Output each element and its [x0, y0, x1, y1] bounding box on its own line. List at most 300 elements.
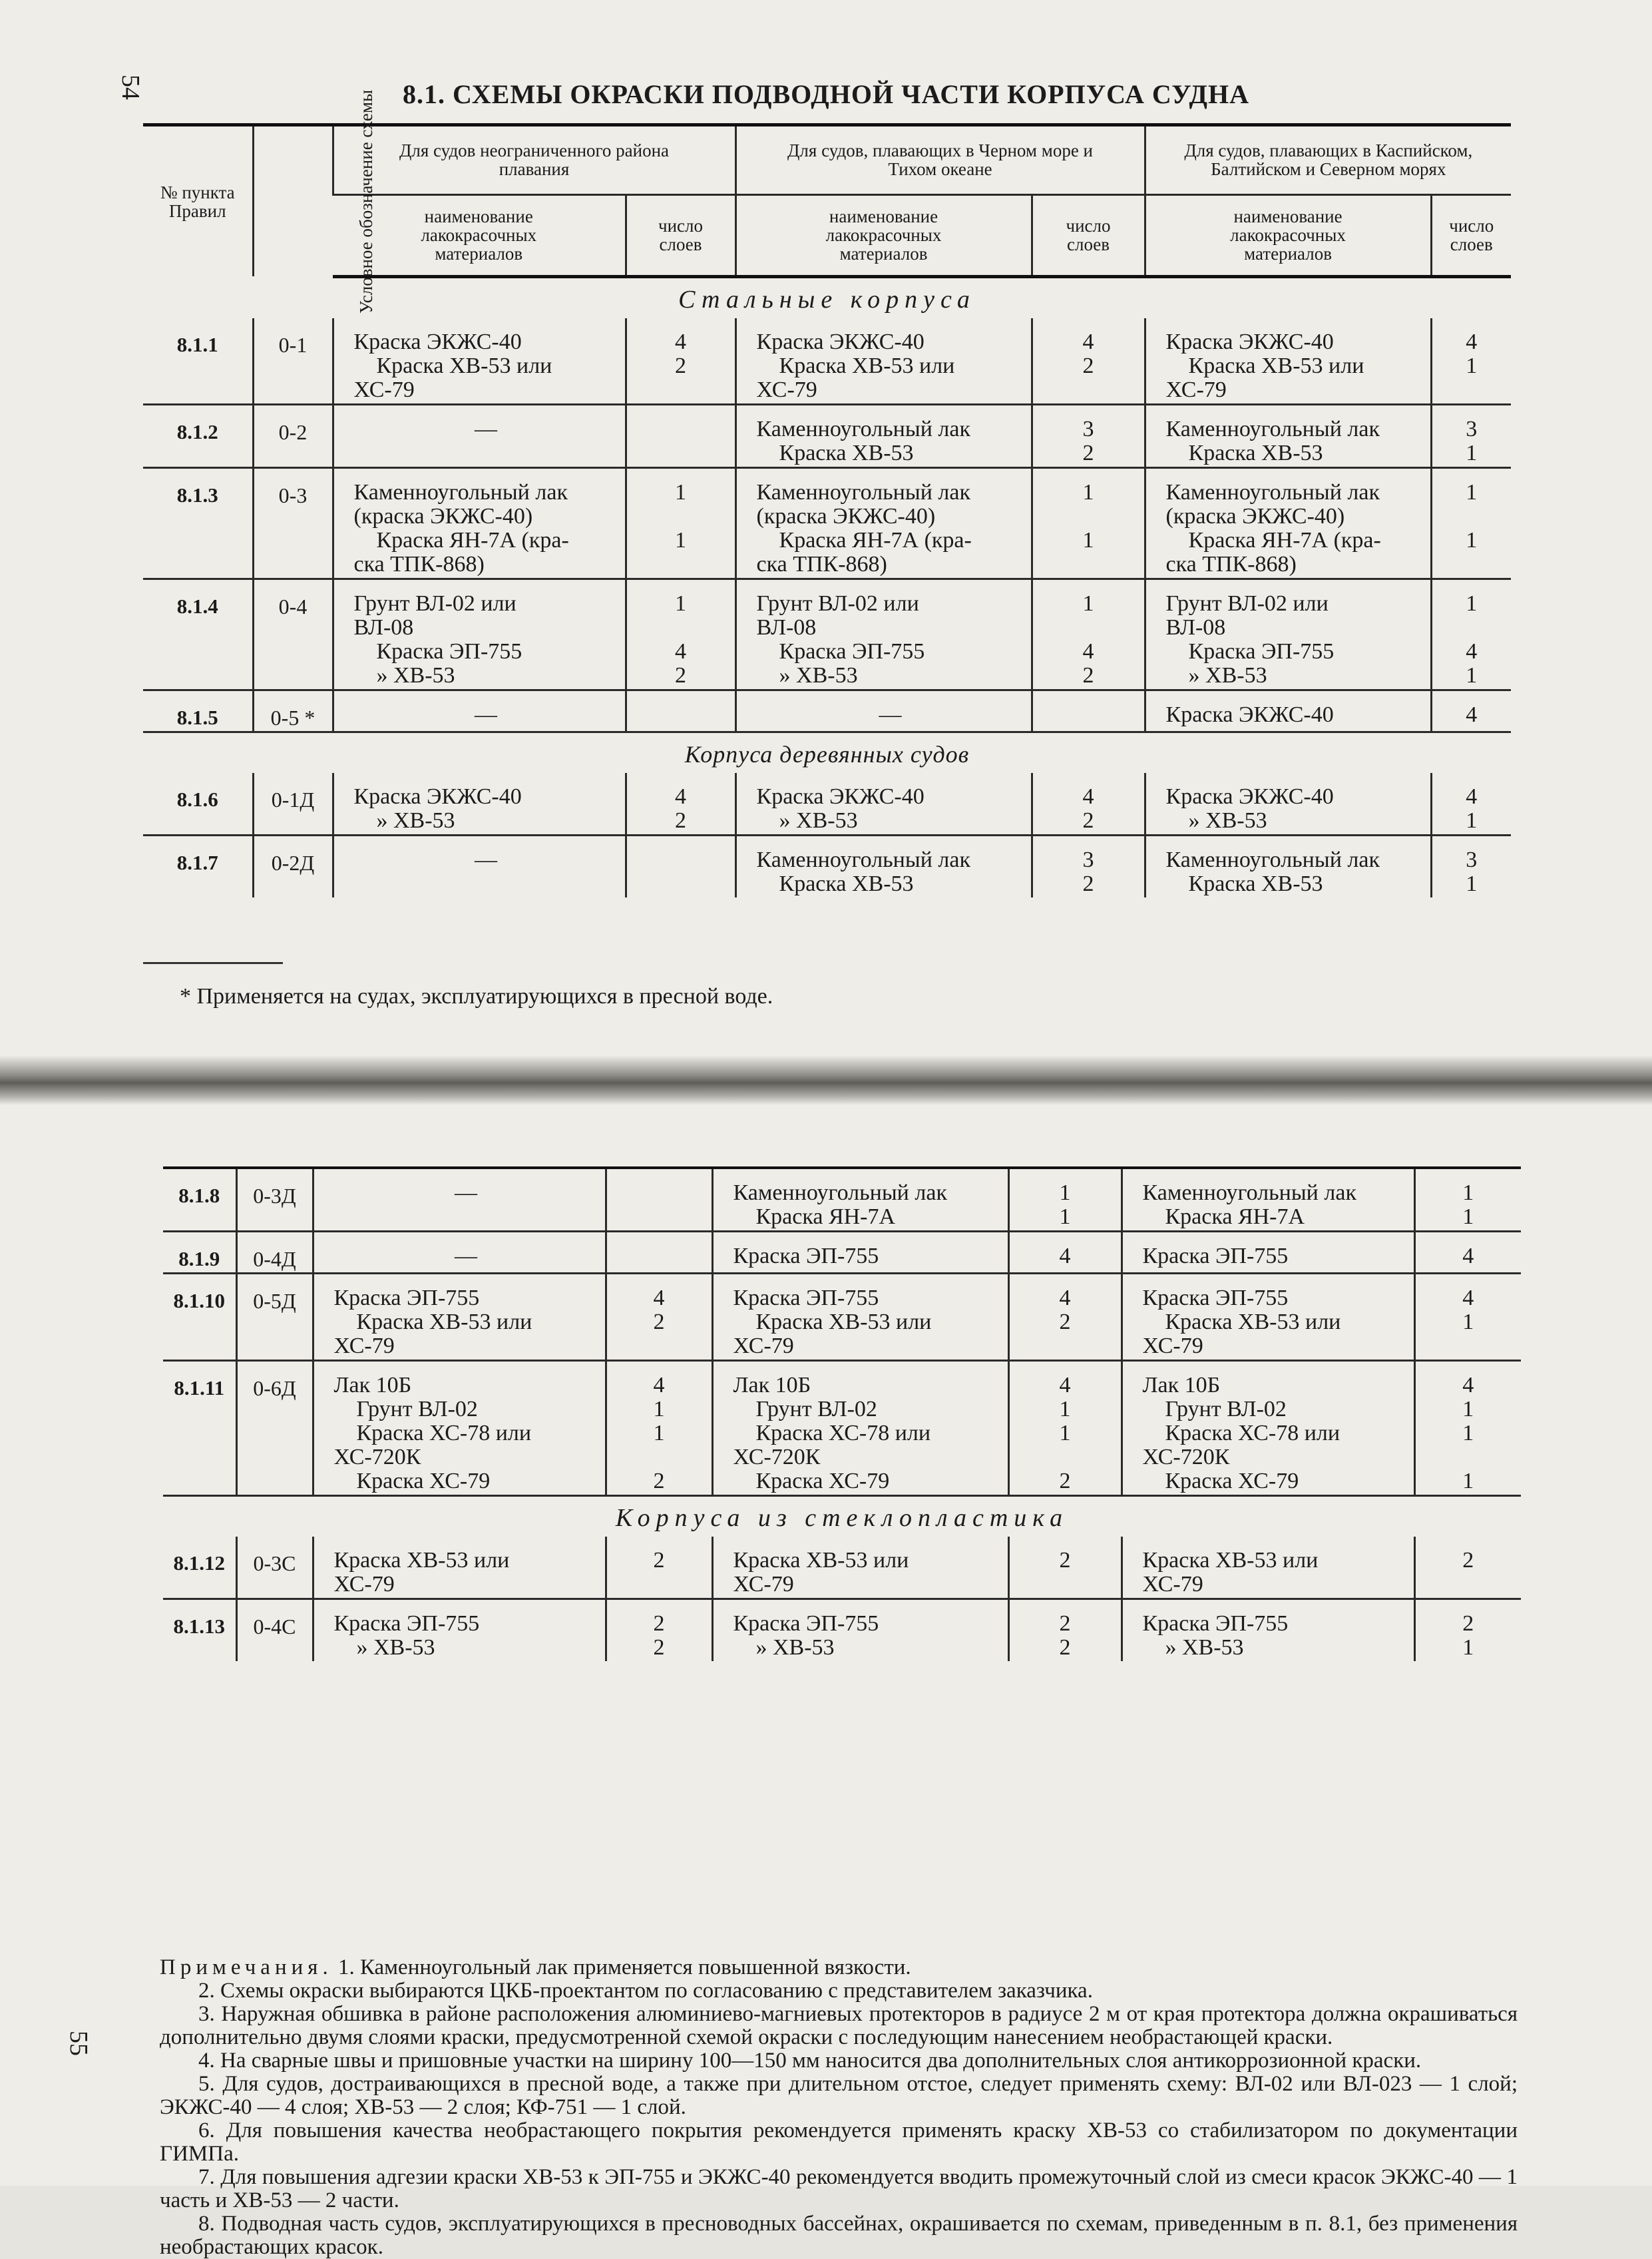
layer-count: 1 [1059, 1397, 1071, 1421]
layer-count: 2 [1082, 808, 1094, 833]
layers-cell [606, 1274, 712, 1361]
note-item: 6. Для повышения качества необрастающего покрытия рекомендуется применять краску ХВ-53 со стабилизатором по документации ГИМПа. [160, 2119, 1518, 2166]
materials-cell [1145, 835, 1431, 897]
table-row [163, 1361, 1521, 1496]
material-line: Краска ХС-79 [1165, 1469, 1299, 1493]
material-line: » ХВ-53 [1188, 662, 1267, 688]
material-line: Краска ЭКЖС-40 [756, 329, 925, 354]
table-row [143, 579, 1511, 690]
material-line: — [475, 702, 497, 727]
page-number-55: 55 [65, 2031, 93, 2056]
materials-cell [712, 1361, 1008, 1496]
material-line: Краска ЭП-755 [779, 638, 925, 664]
materials-cell [313, 1361, 606, 1496]
layer-count: 1 [1082, 479, 1094, 505]
layers-cell [1431, 690, 1511, 732]
materials-cell [333, 690, 626, 732]
layer-count: 1 [1466, 440, 1478, 465]
table-row [143, 404, 1511, 467]
material-line: Каменноугольный лак [1165, 847, 1380, 872]
layer-count: 2 [653, 1310, 665, 1334]
point-number: 8.1.11 [163, 1361, 236, 1496]
materials-cell [712, 1168, 1008, 1232]
layer-count: 4 [1059, 1373, 1071, 1397]
paint-schemes-table-bottom [163, 1166, 1521, 1661]
materials-cell [1122, 1168, 1414, 1232]
materials-cell [313, 1274, 606, 1361]
material-line: ска ТПК-868) [756, 551, 887, 577]
layer-count: 1 [1462, 1635, 1474, 1660]
materials-cell [1122, 1274, 1414, 1361]
layers-cell [1008, 1599, 1122, 1662]
layer-count [614, 1334, 705, 1358]
layer-count: 1 [1462, 1180, 1474, 1205]
material-line: ХС-79 [1142, 1334, 1203, 1358]
layer-count: 2 [1082, 353, 1094, 378]
layers-cell [606, 1599, 712, 1662]
material-line: Каменноугольный лак [1142, 1180, 1356, 1205]
table-row [143, 690, 1511, 732]
materials-cell [1145, 773, 1431, 836]
material-line: Каменноугольный лак [756, 416, 970, 441]
layer-count: 1 [1466, 353, 1478, 378]
layer-count: 2 [1059, 1310, 1071, 1334]
layers-cell [1414, 1232, 1521, 1274]
material-line: — [879, 702, 902, 727]
layer-count [1422, 1334, 1515, 1358]
materials-cell [735, 467, 1032, 579]
layer-count [634, 553, 728, 577]
materials-cell [313, 1168, 606, 1232]
scheme-code: 0-3 [253, 467, 333, 579]
layer-count: 2 [1059, 1635, 1071, 1660]
header-group-caspian: Для судов, плавающих в Каспийском, Балтийском и Северном морях [1145, 125, 1511, 195]
material-line: » ХВ-53 [356, 1635, 435, 1660]
layer-count [634, 417, 728, 441]
scheme-code: 0-4С [236, 1599, 313, 1662]
point-number: 8.1.1 [143, 318, 253, 405]
table-row [163, 1274, 1521, 1361]
material-line: Краска ХВ-53 или [356, 1310, 532, 1334]
layers-cell [1032, 318, 1145, 405]
material-line: Краска ЭП-755 [333, 1611, 480, 1636]
layer-count: 3 [1466, 847, 1478, 872]
layers-cell [1032, 404, 1145, 467]
layer-count: 4 [653, 1286, 665, 1310]
book-gutter [0, 1055, 1652, 1105]
layers-cell [626, 318, 735, 405]
layers-cell [626, 773, 735, 836]
layer-count: 1 [1082, 527, 1094, 553]
layers-cell [1008, 1274, 1122, 1361]
material-line: Краска ЭП-755 [1142, 1286, 1289, 1310]
scheme-code: 0-1 [253, 318, 333, 405]
material-line: ХС-79 [733, 1334, 794, 1358]
material-line: ска ТПК-868) [1165, 551, 1297, 577]
layer-count: 1 [1466, 527, 1478, 553]
layer-count: 1 [675, 591, 686, 616]
layer-count: 2 [1059, 1611, 1071, 1636]
section-heading: Стальные корпуса [678, 285, 976, 314]
material-line: Краска ХС-78 или [755, 1421, 931, 1445]
layer-count [1422, 1573, 1515, 1597]
layer-count: 4 [1466, 702, 1478, 727]
materials-cell [712, 1232, 1008, 1274]
layers-cell [606, 1361, 712, 1496]
layers-cell [1431, 467, 1511, 579]
material-line: Краска ХС-79 [755, 1469, 890, 1493]
material-line: ХС-79 [333, 1334, 395, 1358]
layers-cell [1008, 1232, 1122, 1274]
material-line: Лак 10Б [1142, 1373, 1221, 1397]
layer-count [614, 1181, 705, 1205]
layer-count [1439, 378, 1505, 402]
material-line: Краска ЭКЖС-40 [1165, 784, 1334, 809]
material-line: — [475, 416, 497, 441]
table-row [163, 1599, 1521, 1662]
layer-count: 2 [653, 1548, 665, 1573]
point-number: 8.1.7 [176, 850, 218, 874]
layer-count: 1 [653, 1397, 665, 1421]
material-line: Грунт ВЛ-02 или [353, 591, 516, 616]
scheme-code: 0-3С [236, 1537, 313, 1599]
layers-cell [606, 1537, 712, 1599]
materials-cell [735, 835, 1032, 897]
layer-count: 1 [1082, 591, 1094, 616]
material-line: » ХВ-53 [1188, 808, 1267, 833]
material-line: Краска ХВ-53 или [733, 1548, 909, 1573]
material-line: Краска ЯН-7А (кра- [376, 527, 569, 553]
layer-count: 1 [1462, 1421, 1474, 1445]
layer-count: 4 [1082, 784, 1094, 809]
page-54 [0, 0, 1652, 1055]
layers-cell [1008, 1537, 1122, 1599]
footnote: * Применяется на судах, эксплуатирующихся в пресной воде. [180, 984, 773, 1009]
layer-count: 4 [675, 329, 686, 354]
table-row [163, 1537, 1521, 1599]
material-line: Краска ХВ-53 или [1165, 1310, 1341, 1334]
material-line: Краска ЯН-7А [755, 1204, 896, 1229]
layer-count [634, 703, 728, 727]
material-line: Краска ЯН-7А [1165, 1204, 1305, 1229]
material-line: Краска ЯН-7А (кра- [1188, 527, 1381, 553]
header-material: наименование лакокрасочных материалов [333, 194, 626, 276]
table-row [143, 318, 1511, 405]
material-line: Краска ЭП-755 [1188, 638, 1335, 664]
material-line: Краска ЭП-755 [376, 638, 522, 664]
scheme-code: 0-5Д [236, 1274, 313, 1361]
material-line: ВЛ-08 [353, 615, 414, 640]
material-line: ХС-79 [1165, 377, 1227, 402]
material-line: Краска ХВ-53 или [1142, 1548, 1319, 1573]
material-line: Грунт ВЛ-02 или [1165, 591, 1329, 616]
scheme-code: 0-1Д [253, 773, 333, 836]
material-line: Грунт ВЛ-02 [1165, 1397, 1287, 1421]
layer-count: 1 [1466, 871, 1478, 896]
layers-cell [1414, 1361, 1521, 1496]
material-line: Краска ЭП-755 [733, 1286, 879, 1310]
layer-count [634, 505, 728, 529]
layer-count: 2 [1082, 871, 1094, 896]
point-number: 8.1.12 [163, 1537, 236, 1599]
layers-cell [626, 579, 735, 690]
layers-cell [1414, 1599, 1521, 1662]
point-number: 8.1.5 [143, 690, 253, 732]
footnote-rule [143, 962, 283, 964]
layer-count: 2 [675, 808, 686, 833]
material-line: Краска ХВ-53 или [376, 353, 552, 378]
material-line: Грунт ВЛ-02 [755, 1397, 877, 1421]
layer-count: 4 [1466, 329, 1478, 354]
material-line: » ХВ-53 [755, 1635, 835, 1660]
material-line: Краска ЯН-7А (кра- [779, 527, 972, 553]
material-line: » ХВ-53 [1165, 1635, 1244, 1660]
header-group-unlimited: Для судов неограниченного района плавания [333, 125, 735, 195]
page-number-54: 54 [116, 75, 144, 100]
point-number: 8.1.10 [163, 1274, 236, 1361]
point-number: 8.1.4 [143, 579, 253, 690]
materials-cell [712, 1274, 1008, 1361]
layers-cell [1414, 1274, 1521, 1361]
header-scheme: Условное обозначение схемы [253, 125, 333, 277]
material-line: Краска ЭП-755 [1142, 1611, 1289, 1636]
layer-count: 4 [1059, 1244, 1071, 1268]
layer-count [634, 378, 728, 402]
materials-cell [313, 1537, 606, 1599]
layers-cell [1032, 835, 1145, 897]
layer-count: 2 [675, 662, 686, 688]
layer-count [614, 1445, 705, 1469]
layer-count: 4 [1082, 638, 1094, 664]
layer-count: 1 [1466, 591, 1478, 616]
material-line: Краска ХС-78 или [1165, 1421, 1341, 1445]
materials-cell [1145, 404, 1431, 467]
material-line: » ХВ-53 [376, 808, 455, 833]
layer-count: 2 [1462, 1548, 1474, 1573]
layers-cell [1431, 835, 1511, 897]
header-layers: число слоев [1032, 194, 1145, 276]
layers-cell [626, 467, 735, 579]
material-line: Краска ХС-79 [356, 1469, 491, 1493]
note-item: 3. Наружная обшивка в районе расположения алюминиево-магниевых протекторов в радиусе 2 м от края протектора должна окрашиваться дополнительно двумя слоями краски, предусмотренной схемой окраски с последующим нанесением необрастающей краски. [160, 2002, 1518, 2049]
materials-cell [1122, 1361, 1414, 1496]
material-line: Краска ХВ-53 или [333, 1548, 510, 1573]
layer-count: 1 [653, 1421, 665, 1445]
layer-count [1016, 1334, 1114, 1358]
layer-count [1439, 553, 1505, 577]
scheme-code: 0-4 [253, 579, 333, 690]
header-material: наименование лакокрасочных материалов [1145, 194, 1431, 276]
layers-cell [626, 690, 735, 732]
material-line: Краска ХВ-53 или [755, 1310, 932, 1334]
scheme-code: 0-2 [253, 404, 333, 467]
layer-count: 1 [1466, 662, 1478, 688]
layer-count [634, 848, 728, 872]
material-line: Краска ЭКЖС-40 [1165, 702, 1334, 727]
header-material: наименование лакокрасочных материалов [735, 194, 1032, 276]
material-line: Краска ЭП-755 [733, 1244, 879, 1268]
layers-cell [1008, 1168, 1122, 1232]
layers-cell [1431, 773, 1511, 836]
scheme-code: 0-2Д [253, 835, 333, 897]
table-row [143, 835, 1511, 897]
material-line: Краска ЭП-755 [733, 1611, 879, 1636]
layer-count: 1 [675, 527, 686, 553]
material-line: (краска ЭКЖС-40) [1165, 503, 1345, 529]
layer-count: 1 [1462, 1397, 1474, 1421]
material-line: ска ТПК-868) [353, 551, 485, 577]
scheme-code: 0-3Д [236, 1168, 313, 1232]
layer-count [634, 616, 728, 640]
note-item: 2. Схемы окраски выбираются ЦКБ-проектантом по согласованию с представителем заказчика. [198, 1979, 1093, 2003]
header-point: № пункта Правил [143, 125, 253, 277]
layers-cell [606, 1232, 712, 1274]
materials-cell [1122, 1232, 1414, 1274]
layers-cell [626, 404, 735, 467]
header-layers: число слоев [1431, 194, 1511, 276]
material-line: ХС-79 [333, 1572, 395, 1597]
layer-count: 2 [675, 353, 686, 378]
material-line: ХС-720К [1142, 1445, 1230, 1469]
material-line: ХС-79 [756, 377, 817, 402]
scheme-code: 0-4Д [236, 1232, 313, 1274]
materials-cell [735, 318, 1032, 405]
note-item: Примечания. 1. Каменноугольный лак применяется повышенной вязкости. [160, 1955, 911, 1979]
layer-count: 4 [1466, 784, 1478, 809]
layer-count: 3 [1082, 416, 1094, 441]
layer-count: 2 [1082, 440, 1094, 465]
note-item: 5. Для судов, достраивающихся в пресной воде, а также при длительном отстое, следует применять схему: ВЛ-02 или ВЛ-023 — 1 слой; ЭКЖС-40 — 4 слоя; ХВ-53 — 2 слоя; КФ-751 — 1 слой. [160, 2072, 1518, 2119]
scheme-code: 0-6Д [236, 1361, 313, 1496]
layer-count: 1 [1466, 479, 1478, 505]
material-line: ХС-79 [353, 377, 415, 402]
layer-count: 4 [1462, 1286, 1474, 1310]
layers-cell [1414, 1537, 1521, 1599]
layer-count: 4 [1059, 1286, 1071, 1310]
materials-cell [735, 579, 1032, 690]
layers-cell [1431, 404, 1511, 467]
layer-count: 2 [1059, 1548, 1071, 1573]
material-line: — [475, 847, 497, 872]
materials-cell [1122, 1599, 1414, 1662]
material-line: Краска ХВ-53 [779, 440, 914, 465]
material-line: ХС-720К [333, 1445, 421, 1469]
materials-cell [333, 835, 626, 897]
material-line: Краска ХВ-53 или [779, 353, 955, 378]
material-line: Краска ХВ-53 [1188, 440, 1323, 465]
notes [160, 1956, 1518, 2259]
materials-cell [735, 404, 1032, 467]
material-line: ХС-720К [733, 1445, 821, 1469]
layer-count [1016, 1573, 1114, 1597]
point-number: 8.1.6 [143, 773, 253, 836]
layers-cell [1032, 690, 1145, 732]
layer-count: 2 [653, 1635, 665, 1660]
table-row [163, 1232, 1521, 1274]
materials-cell [313, 1232, 606, 1274]
material-line: » ХВ-53 [779, 808, 858, 833]
material-line: ВЛ-08 [756, 615, 817, 640]
layers-cell [1032, 773, 1145, 836]
material-line: Краска ЭКЖС-40 [353, 784, 522, 809]
material-line: » ХВ-53 [779, 662, 858, 688]
header-layers: число слоев [626, 194, 735, 276]
layer-count [1422, 1445, 1515, 1469]
materials-cell [333, 467, 626, 579]
point-number: 8.1.8 [163, 1168, 236, 1232]
note-item: 8. Подводная часть судов, эксплуатирующихся в пресноводных бассейнах, окрашивается по схемам, приведенным в п. 8.1, без применения необрастающих красок. [160, 2212, 1518, 2259]
layer-count [1040, 703, 1137, 727]
layers-cell [606, 1168, 712, 1232]
material-line: Краска ЭКЖС-40 [756, 784, 925, 809]
material-line: Лак 10Б [333, 1373, 412, 1397]
materials-cell [1122, 1537, 1414, 1599]
material-line: Грунт ВЛ-02 [356, 1397, 478, 1421]
layer-count [1439, 616, 1505, 640]
material-line: Каменноугольный лак [756, 479, 970, 505]
material-line: Краска ХВ-53 или [1188, 353, 1364, 378]
material-line: ВЛ-08 [1165, 615, 1226, 640]
materials-cell [313, 1599, 606, 1662]
note-item: 7. Для повышения адгезии краски ХВ-53 к ЭП-755 и ЭКЖС-40 рекомендуется вводить промежуточный слой из смеси краcок ЭКЖС-40 — 1 часть и ХВ-53 — 2 части. [160, 2165, 1518, 2212]
layer-count: 2 [653, 1611, 665, 1636]
layer-count [1040, 505, 1137, 529]
layers-cell [626, 835, 735, 897]
material-line: (краска ЭКЖС-40) [353, 503, 533, 529]
layer-count [1016, 1445, 1114, 1469]
material-line: — [455, 1180, 477, 1205]
table-row [163, 1168, 1521, 1232]
layer-count [1439, 505, 1505, 529]
layers-cell [1431, 579, 1511, 690]
layer-count: 2 [653, 1469, 665, 1493]
material-line: Краска ЭКЖС-40 [1165, 329, 1334, 354]
material-line: Краска ЭКЖС-40 [353, 329, 522, 354]
material-line: Каменноугольный лак [1165, 479, 1380, 505]
layer-count [1040, 616, 1137, 640]
layer-count: 1 [1059, 1180, 1071, 1205]
layer-count: 1 [1059, 1204, 1071, 1229]
materials-cell [712, 1599, 1008, 1662]
layer-count: 1 [1462, 1310, 1474, 1334]
page-title: 8.1. СХЕМЫ ОКРАСКИ ПОДВОДНОЙ ЧАСТИ КОРПУСА СУДНА [402, 79, 1250, 109]
material-line: ХС-79 [733, 1572, 794, 1597]
point-number: 8.1.13 [173, 1615, 225, 1638]
material-line: Краска ЭП-755 [1142, 1244, 1289, 1268]
layers-cell [1414, 1168, 1521, 1232]
materials-cell [333, 579, 626, 690]
layer-count: 4 [1462, 1373, 1474, 1397]
materials-cell [333, 404, 626, 467]
materials-cell [1145, 690, 1431, 732]
materials-cell [735, 773, 1032, 836]
layer-count: 4 [675, 784, 686, 809]
note-item: 4. На сварные швы и пришовные участки на ширину 100—150 мм наносится два дополнительных слоя антикоррозионной краски. [198, 2049, 1422, 2073]
material-line: — [455, 1244, 477, 1268]
layer-count: 4 [1462, 1244, 1474, 1268]
material-line: Каменноугольный лак [1165, 416, 1380, 441]
material-line: Краска ХС-78 или [356, 1421, 532, 1445]
layer-count [614, 1244, 705, 1268]
layer-count: 1 [1466, 808, 1478, 833]
layer-count: 1 [1059, 1421, 1071, 1445]
scheme-code: 0-5 * [253, 690, 333, 732]
layer-count [1040, 553, 1137, 577]
material-line: Краска ЭП-755 [333, 1286, 480, 1310]
material-line: (краска ЭКЖС-40) [756, 503, 936, 529]
material-line: Лак 10Б [733, 1373, 811, 1397]
materials-cell [333, 773, 626, 836]
